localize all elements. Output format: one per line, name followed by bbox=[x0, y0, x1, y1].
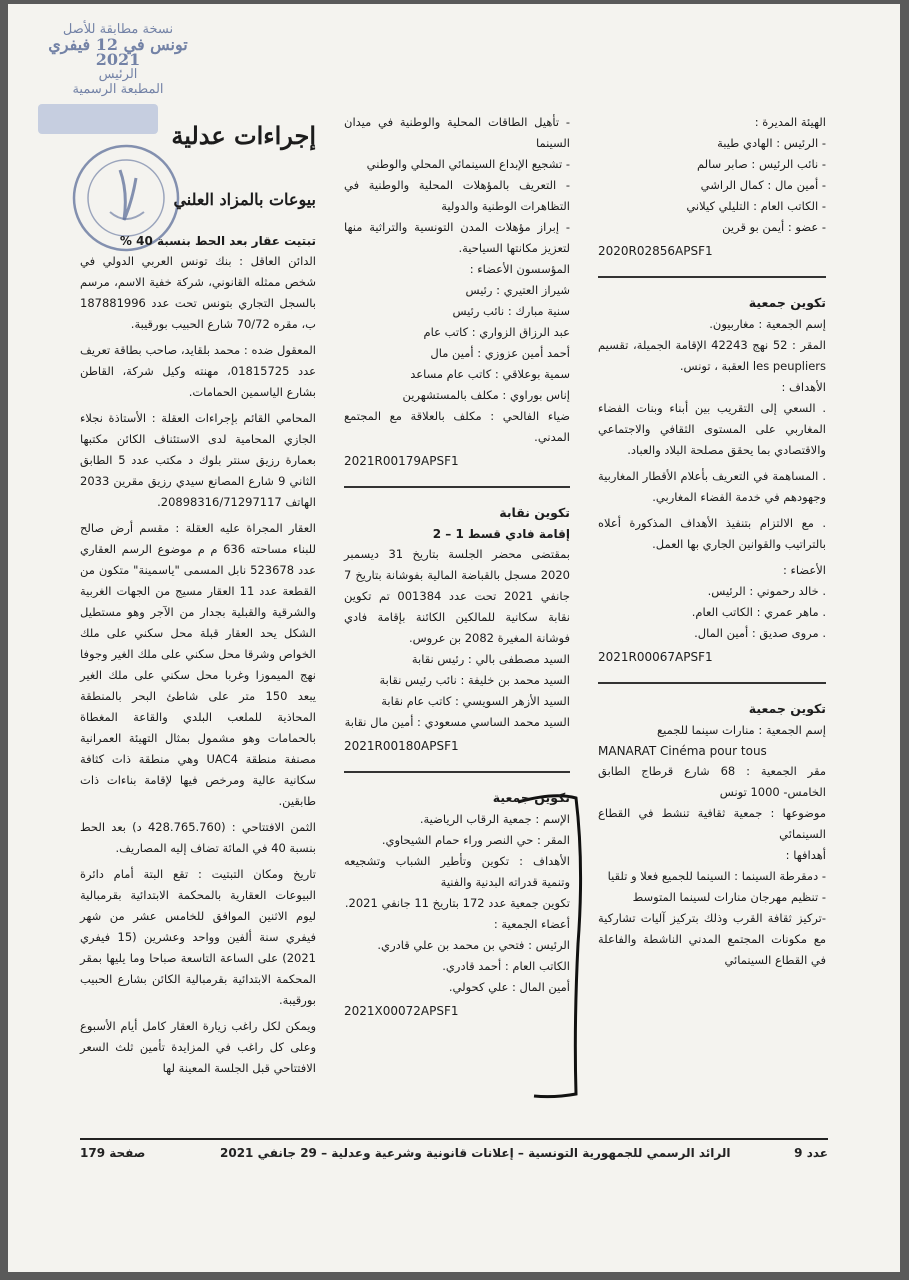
auction-paragraph: الثمن الافتتاحي : (428.765.760 د) بعد الحط بنسبة 40 في المائة تضاف إليه المصاريف. bbox=[80, 820, 316, 855]
section-divider bbox=[344, 771, 570, 773]
association-hq: المقر : حي النصر وراء حمام الشيحاوي. bbox=[381, 833, 570, 847]
founder-item: إناس بوراوي : مكلف بالمستشهرين bbox=[402, 388, 570, 402]
section-divider bbox=[344, 486, 570, 488]
goal-item: - تأهيل الطاقات المحلية والوطنية في ميدان السينما bbox=[344, 115, 570, 150]
section-title: تكوين نقابة bbox=[499, 505, 570, 520]
union-body: بمقتضى محضر الجلسة بتاريخ 31 ديسمبر 2020 مسجل بالقباضة المالية بفوشانة بتاريخ 7 جانفي 2021 تحت عدد 001384 تم تكوين نقابة سكانية للمالكين الكائنة بإقامة فادي فوشانة المغيرة 2082 بن عروس. bbox=[344, 547, 570, 645]
association-hq: المقر : 52 نهج 42243 الإقامة الجميلة، تقسيم les peupliers العقبة ، تونس. bbox=[598, 338, 826, 373]
goal-item: - إبراز مؤهلات المدن التونسية والتراثية منها لتعزيز مكانتها السياحية. bbox=[344, 220, 570, 255]
board-line: - الرئيس : الهادي طيبة bbox=[717, 136, 826, 150]
association-formed: تكوين جمعية عدد 172 بتاريخ 11 جانفي 2021. bbox=[344, 896, 570, 910]
goal-item: - التعريف بالمؤهلات المحلية والوطنية في التظاهرات الوطنية والدولية bbox=[344, 178, 570, 213]
section-divider bbox=[598, 276, 826, 278]
founder-item: سنية مبارك : نائب رئيس bbox=[452, 304, 570, 318]
association-goals: الأهداف : تكوين وتأطير الشباب وتشجيعه وتنمية قدراته البدنية والفنية bbox=[344, 854, 570, 889]
reference-number: 2020R02856APSF1 bbox=[598, 244, 713, 258]
member-item: الرئيس : فتحي بن محمد بن علي قادري. bbox=[377, 938, 570, 952]
stamp-line-4: المطبعة الرسمية bbox=[72, 82, 164, 97]
association-topic: موضوعها : جمعية ثقافية تنشط في القطاع السينمائي bbox=[598, 806, 826, 841]
stamp-line-1: نسخة مطابقة للأصل bbox=[62, 22, 174, 37]
middle-column bbox=[344, 112, 570, 1022]
stamp-line-2: تونس في 12 فيفري 2021 bbox=[48, 35, 188, 69]
member-item: . ماهر عمري : الكاتب العام. bbox=[691, 605, 826, 619]
auction-paragraph: المعقول ضده : محمد بلقايد، صاحب بطاقة تعريف عدد 01815725، مهنته وكيل شركة، القاطن بشارع الياسمين الحمامات. bbox=[80, 343, 316, 399]
section-subtitle: إقامة فادي قسط 1 – 2 bbox=[432, 527, 570, 541]
founders-label: المؤسسون الأعضاء : bbox=[469, 262, 570, 276]
goals-label: أهدافها : bbox=[785, 848, 826, 862]
auction-paragraph: تاريخ ومكان التبتيت : تقع البتة أمام دائرة البيوعات العقارية بالمحكمة الابتدائية بقرمبالية ليوم الاثنين الموافق للخامس عشر من شهر فيفري سنة ألفين وواحد وعشرين (15 فيفري 2021) على الساعة التاسعة صباحا وما يليها بمقر المحكمة الابتدائية بقرمبالية الكائن بشارع الحبيب بورقيبة. bbox=[80, 867, 316, 1007]
founder-item: أحمد أمين عزوزي : أمين مال bbox=[430, 346, 570, 360]
member-item: . خالد رحموني : الرئيس. bbox=[707, 584, 826, 598]
page-title: إجراءات عدلية bbox=[171, 121, 316, 150]
association-name-latin: MANARAT Cinéma pour tous bbox=[598, 744, 767, 758]
goals-label: الأهداف : bbox=[781, 380, 826, 394]
auction-heading: تبتيت عقار بعد الحط بنسبة 40 % bbox=[119, 234, 316, 248]
right-column bbox=[598, 112, 826, 971]
union-member: السيد محمد الساسي مسعودي : أمين مال نقابة bbox=[344, 715, 570, 729]
founder-item: سمية بوعلاقي : كاتب عام مساعد bbox=[410, 367, 570, 381]
goal-item: . مع الالتزام بتنفيذ الأهداف المذكورة أعلاه بالتراتيب والقوانين الجاري بها العمل. bbox=[598, 516, 826, 551]
section-heading: بيوعات بالمزاد العلني bbox=[173, 190, 316, 209]
goal-item: - تنظيم مهرجان منارات لسينما المتوسط bbox=[632, 890, 826, 904]
union-member: السيد محمد بن خليفة : نائب رئيس نقابة bbox=[379, 673, 570, 687]
reference-number: 2021X00072APSF1 bbox=[344, 1004, 459, 1018]
certification-stamp bbox=[28, 22, 208, 97]
member-item: . مروى صديق : أمين المال. bbox=[694, 626, 826, 640]
left-column bbox=[80, 119, 316, 1079]
auction-paragraph: العقار المجراة عليه العقلة : مقسم أرض صالح للبناء مساحته 636 م م موضوع الرسم العقاري عدد 523678 نابل المسمى "ياسمينة" متكون من القطعة عدد 11 العقار مسيج من الجهات الغربية والشرقية والقبلية بجدار من الآجر وهو مستطيل الشكل يحد العقار قبلة محل سكني على ملك الخواص وشرقا محل سكني على ملك الغير وجوفا نهج الميموزا وغربا محل سكني على ملك الغير يبعد 150 متر على شاطئ البحر بالمنطقة المحاذية للملعب البلدي والقاعة المغطاة بالحمامات وهو مشمول بمثال التهيئة العمرانية مصنفة منطقة UAC4 وهي منطقة ذات كثافة سكانية عالية ومرخص فيها لإقامة بناءات ذات طابقين. bbox=[80, 521, 317, 808]
founder-item: شيراز العتيري : رئيس bbox=[465, 283, 570, 297]
stamp-line-3: الرئيس bbox=[98, 67, 138, 82]
board-line: - عضو : أيمن بو قرين bbox=[722, 220, 826, 234]
goal-item: - تشجيع الإبداع السينمائي المحلي والوطني bbox=[366, 157, 570, 171]
footer-publication: الرائد الرسمي للجمهورية التونسية – إعلانات قانونية وشرعية وعدلية – 29 جانفي 2021 bbox=[220, 1146, 731, 1160]
goal-item: -تركيز ثقافة القرب وذلك بتركيز آليات تشاركية مع مكونات المجتمع المدني الناشطة والفاعلة في القطاع السينمائي bbox=[598, 911, 826, 967]
board-line: - نائب الرئيس : صابر سالم bbox=[697, 157, 826, 171]
document-page bbox=[8, 4, 900, 1272]
auction-paragraph: ويمكن لكل راغب زيارة العقار كامل أيام الأسبوع وعلى كل راغب في المزايدة تأمين ثلث السعر الافتتاحي قبل الجلسة المعينة لها bbox=[80, 1019, 316, 1075]
section-divider bbox=[598, 682, 826, 684]
member-item: الكاتب العام : أحمد قادري. bbox=[442, 959, 570, 973]
founder-item: ضياء الفالحي : مكلف بالعلاقة مع المجتمع المدني. bbox=[344, 409, 570, 444]
union-member: السيد الأزهر السويسي : كاتب عام نقابة bbox=[381, 694, 570, 708]
association-name: الإسم : جمعية الرقاب الرياضية. bbox=[419, 812, 570, 826]
page-number: صفحة 179 bbox=[80, 1146, 146, 1160]
section-title: تكوين جمعية bbox=[492, 790, 570, 805]
association-hq: مقر الجمعية : 68 شارع قرطاج الطابق الخامس- 1000 تونس bbox=[598, 764, 827, 799]
reference-number: 2021R00179APSF1 bbox=[344, 454, 459, 468]
auction-paragraph: المحامي القائم بإجراءات العقلة : الأستاذة نجلاء الجازي المحامية لدى الاستئناف الكائن مكتبها بعمارة رزيق سنتر بلوك د مكتب عدد 5 الطابق الثاني 9 شارع المصانع سيدي رزيق مقرين 2033 الهاتف 20898316/71297117. bbox=[80, 411, 316, 509]
goal-item: . السعي إلى التقريب بين أبناء وبنات الفضاء المغاربي على المستوى الثقافي والاجتماعي والاقتصادي بما يحقق مصلحة البلاد والعباد. bbox=[598, 401, 826, 457]
board-line: - أمين مال : كمال الراشي bbox=[700, 178, 826, 192]
union-member: السيد مصطفى بالي : رئيس نقابة bbox=[411, 652, 570, 666]
section-title: تكوين جمعية bbox=[748, 701, 826, 716]
members-label: أعضاء الجمعية : bbox=[493, 917, 570, 931]
reference-number: 2021R00180APSF1 bbox=[344, 739, 459, 753]
goal-item: - دمقرطة السينما : السينما للجميع فعلا و تلقيا bbox=[607, 869, 826, 883]
reference-number: 2021R00067APSF1 bbox=[598, 650, 713, 664]
association-name: إسم الجمعية : منارات سينما للجميع bbox=[656, 723, 826, 737]
board-heading: الهيئة المديرة : bbox=[754, 115, 826, 129]
goal-item: . المساهمة في التعريف بأعلام الأقطار المغاربية وجهودهم في خدمة الفضاء المغاربي. bbox=[598, 469, 826, 504]
section-title: تكوين جمعية bbox=[748, 295, 826, 310]
issue-number: عدد 9 bbox=[794, 1146, 828, 1160]
association-name: إسم الجمعية : مغاربيون. bbox=[709, 317, 826, 331]
page-footer bbox=[80, 1138, 828, 1168]
members-label: الأعضاء : bbox=[782, 563, 826, 577]
board-line: - الكاتب العام : التليلي كيلاني bbox=[686, 199, 826, 213]
founder-item: عبد الرزاق الزواري : كاتب عام bbox=[423, 325, 570, 339]
member-item: أمين المال : علي كحولي. bbox=[448, 980, 570, 994]
auction-paragraph: الدائن العاقل : بنك تونس العربي الدولي في شخص ممثله القانوني، شركة خفية الاسم، مرسم بالسجل التجاري بتونس تحت عدد 187881996 ب، مقره 70/72 شارع الحبيب بورقيبة. bbox=[80, 254, 316, 331]
